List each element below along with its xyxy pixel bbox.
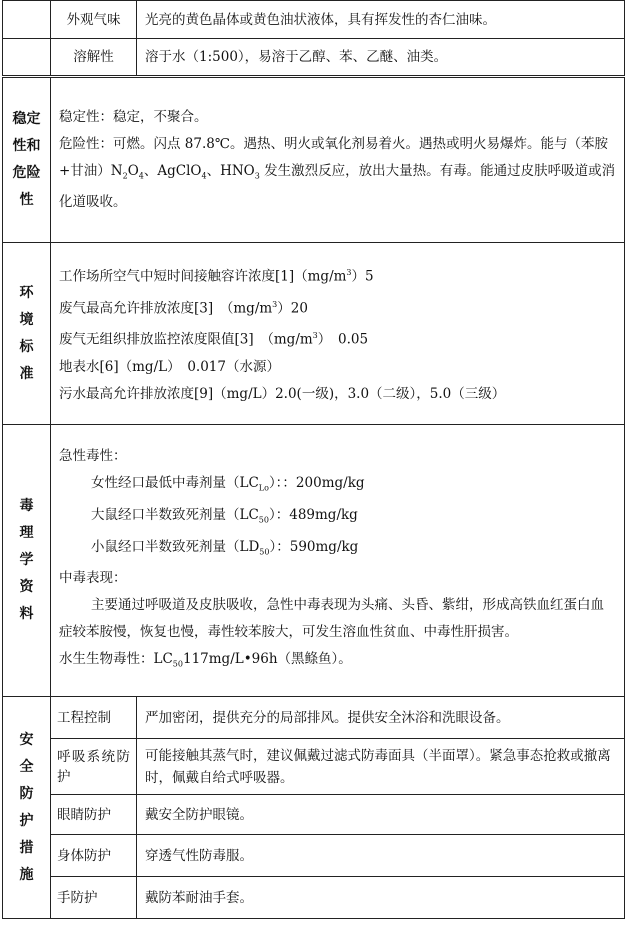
safety-key: 手防护 bbox=[51, 877, 137, 919]
stability-line: 稳定性：稳定，不聚合。 bbox=[59, 108, 208, 125]
prop-key: 溶解性 bbox=[51, 39, 137, 77]
safety-value: 严加密闭，提供充分的局部排风。提供安全沐浴和洗眼设备。 bbox=[137, 697, 625, 739]
blank-cell bbox=[3, 1, 51, 39]
env-line: 工作场所空气中短时间接触容许浓度$[1](mg/m^3)5$ bbox=[59, 268, 374, 285]
safety-key: 工程控制 bbox=[51, 697, 137, 739]
prop-row-solubility bbox=[3, 39, 625, 77]
section-title-toxicology: 毒 理 学 资 料 bbox=[3, 425, 51, 697]
safety-row bbox=[3, 877, 625, 919]
safety-row bbox=[3, 739, 625, 795]
section-title-stability: 稳定 性和 危险 性 bbox=[3, 77, 51, 243]
prop-row-appearance bbox=[3, 1, 625, 39]
stability-content bbox=[51, 77, 625, 243]
safety-value: 穿透气性防毒服。 bbox=[137, 835, 625, 877]
section-title-environment: 环 境 标 准 bbox=[3, 243, 51, 425]
section-title-safety: 安 全 防 护 措 施 bbox=[3, 697, 51, 919]
env-line: 废气无组织排放监控浓度限值[3] $(mg/m^3)$ 0.05 bbox=[59, 331, 369, 348]
ld-line: 女性经口最低中毒剂量$(LC_{Lo})$：：200mg/kg bbox=[91, 475, 365, 493]
acute-title: 急性毒性： bbox=[59, 448, 127, 465]
safety-key: 眼睛防护 bbox=[51, 795, 137, 835]
aquatic-line: 水生生物毒性：$LC_{50}117mg/L•96h$（黑鲦鱼）。 bbox=[59, 651, 352, 669]
safety-key: 身体防护 bbox=[51, 835, 137, 877]
ld-line: 大鼠经口半数致死剂量$(LC_{50})$：489mg/kg bbox=[91, 506, 358, 525]
msds-table bbox=[2, 0, 625, 919]
symptoms-text: 主要通过呼吸道及皮肤吸收，急性中毒表现为头痛、头昏、紫绀，形成高铁血红蛋白血症较苯胺慢，恢复也慢，毒性较苯胺大，可发生溶血性贫血、中毒性肝损害。 bbox=[59, 597, 604, 641]
hazard-line: 危险性：可燃。闪点 87.8℃。遇热、明火或氧化剂易着火。遇热或明火易爆炸。能与（苯胺+甘油）$N_2O_4$、AgClO$_4$、$HNO_3$ 发生激烈反应，放出大量热。有毒。能通过皮肤呼吸道或消化道吸收。 bbox=[59, 135, 616, 211]
env-line: 地表水[6]（mg/L） 0.017（水源） bbox=[59, 358, 280, 375]
safety-value: 戴防苯耐油手套。 bbox=[137, 877, 625, 919]
env-line: 污水最高允许排放浓度[9]（mg/L）2.0(一级)，3.0（二级），5.0（三级） bbox=[59, 385, 506, 402]
prop-value: 光亮的黄色晶体或黄色油状液体，具有挥发性的杏仁油味。 bbox=[137, 1, 625, 39]
env-line: 废气最高允许排放浓度[3] $(mg/m^3)20$ bbox=[59, 299, 308, 317]
toxicology-content bbox=[51, 425, 625, 697]
safety-row bbox=[3, 697, 625, 739]
safety-row bbox=[3, 795, 625, 835]
symptoms-title: 中毒表现： bbox=[59, 570, 127, 587]
blank-cell bbox=[3, 39, 51, 77]
section-toxicology bbox=[3, 425, 625, 697]
section-environment bbox=[3, 243, 625, 425]
section-stability bbox=[3, 77, 625, 243]
environment-content bbox=[51, 243, 625, 425]
safety-value: 戴安全防护眼镜。 bbox=[137, 795, 625, 835]
safety-key: 呼吸系统防护 bbox=[51, 739, 137, 795]
ld-line: 小鼠经口半数致死剂量$(LD_{50})$：590mg/kg bbox=[91, 538, 359, 557]
safety-value: 可能接触其蒸气时，建议佩戴过滤式防毒面具（半面罩）。紧急事态抢救或撤离时，佩戴自给式呼吸器。 bbox=[137, 739, 625, 795]
prop-value: 溶于水（1:500），易溶于乙醇、苯、乙醚、油类。 bbox=[137, 39, 625, 77]
safety-row bbox=[3, 835, 625, 877]
prop-key: 外观气味 bbox=[51, 1, 137, 39]
